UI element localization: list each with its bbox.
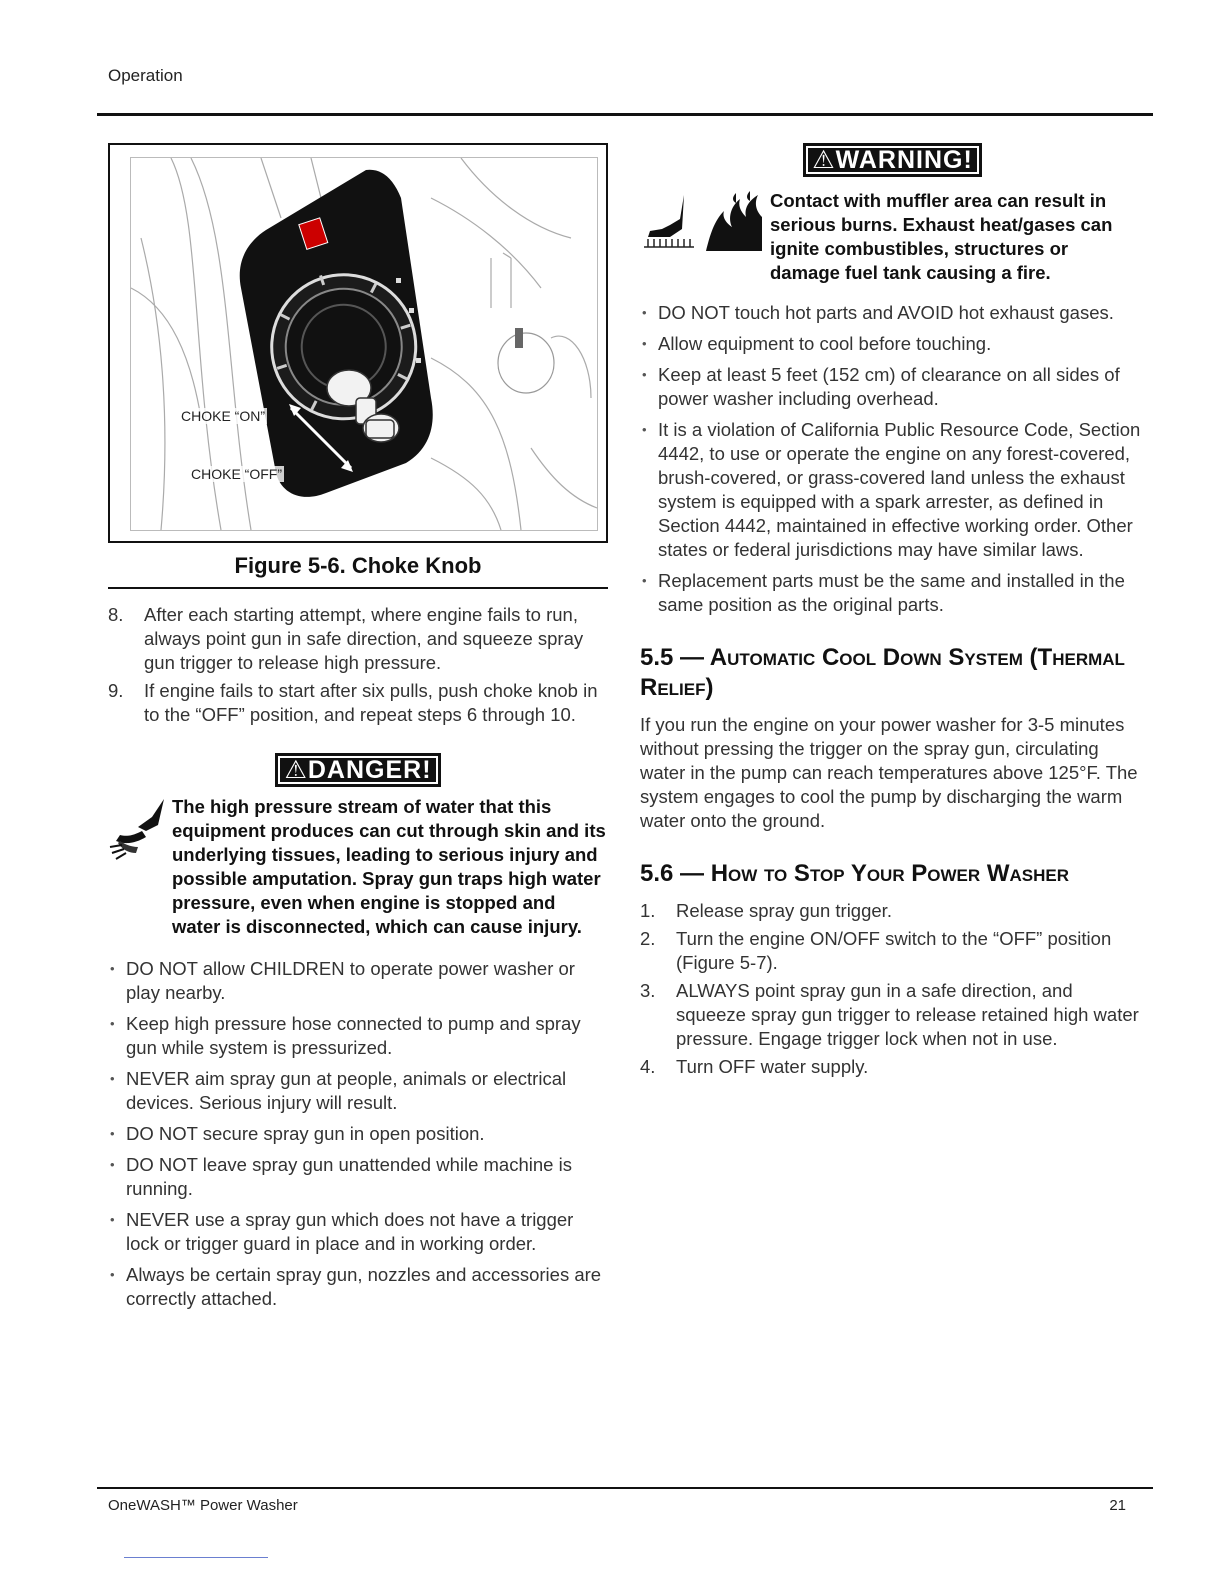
list-item: • DO NOT touch hot parts and AVOID hot exhaust gases. <box>640 301 1145 325</box>
list-item: • Allow equipment to cool before touching. <box>640 332 1145 356</box>
figure-caption: Figure 5-6. Choke Knob <box>234 553 482 578</box>
warning-bullet-list <box>640 301 1145 617</box>
warning-badge: ⚠WARNING! <box>803 143 982 177</box>
section-5-5-body: If you run the engine on your power washer for 3-5 minutes without pressing the trigger on the spray gun, circulating water in the pump can reach temperatures above 125°F. The system engages to cool the pump by discharging the warm water onto the ground. <box>640 714 1138 831</box>
list-item: 3. ALWAYS point spray gun in a safe direction, and squeeze spray gun trigger to release retained high water pressure. Engage trigger lock when not in use. <box>640 980 1139 1049</box>
warning-hazard <box>640 189 1145 285</box>
list-item: 2. Turn the engine ON/OFF switch to the “OFF” position (Figure 5-7). <box>640 928 1112 973</box>
list-item: • DO NOT allow CHILDREN to operate power washer or play nearby. <box>108 957 608 1005</box>
right-column <box>640 143 1145 1083</box>
list-item: 9. If engine fails to start after six pulls, push choke knob in to the “OFF” position, and repeat steps 6 through 10. <box>108 680 598 725</box>
page-header-title: Operation <box>108 66 183 85</box>
list-item: • Keep high pressure hose connected to pump and spray gun while system is pressurized. <box>108 1012 608 1060</box>
figure-illustration <box>130 157 598 531</box>
list-item: • Replacement parts must be the same and installed in the same position as the original parts. <box>640 569 1145 617</box>
figure-choke-knob <box>108 143 608 543</box>
choke-off-label: CHOKE “OFF” <box>191 466 282 482</box>
danger-signal-word <box>108 753 608 787</box>
list-item: • It is a violation of California Public Resource Code, Section 4442, to use or operate the engine on any forest-covered, brush-covered, or grass-covered land unless the exhaust system is equipped with a spark arrester, as defined in Section 4442, maintained in effective working order. Other states or federal jurisdictions may have similar laws. <box>640 418 1145 562</box>
list-item: 1. Release spray gun trigger. <box>640 900 892 921</box>
header-rule <box>97 113 1153 116</box>
danger-hazard <box>108 795 608 939</box>
hot-surface-fire-icon <box>640 189 770 264</box>
starting-steps-list <box>108 603 608 727</box>
caption-rule <box>108 587 608 589</box>
list-item: • NEVER use a spray gun which does not have a trigger lock or trigger guard in place and in working order. <box>108 1208 608 1256</box>
left-column <box>108 143 608 1318</box>
page-number: 21 <box>1109 1497 1126 1514</box>
danger-hazard-text: The high pressure stream of water that this equipment produces can cut through skin and its underlying tissues, leading to serious injury and possible amputation. Spray gun traps high water pressure, even when engine is stopped and water is disconnected, which can cause injury. <box>172 796 606 937</box>
high-pressure-spray-icon <box>108 795 172 870</box>
stop-steps-list <box>640 899 1145 1079</box>
list-item: • DO NOT leave spray gun unattended while machine is running. <box>108 1153 608 1201</box>
list-item: 4. Turn OFF water supply. <box>640 1056 869 1077</box>
section-5-5-heading: 5.5 — Automatic Cool Down System (Thermal Relief) <box>640 644 1125 701</box>
footer-rule <box>97 1487 1153 1489</box>
choke-on-label: CHOKE “ON” <box>181 408 265 424</box>
list-item: • NEVER aim spray gun at people, animals or electrical devices. Serious injury will result. <box>108 1067 608 1115</box>
warning-hazard-text: Contact with muffler area can result in serious burns. Exhaust heat/gases can ignite combustibles, structures or damage fuel tank causing a fire. <box>770 190 1113 283</box>
stray-mark <box>124 1557 268 1558</box>
warning-signal-word <box>640 143 1145 177</box>
list-item: • Always be certain spray gun, nozzles and accessories are correctly attached. <box>108 1263 608 1311</box>
list-item: 8. After each starting attempt, where engine fails to run, always point gun in safe direction, and squeeze spray gun trigger to release high pressure. <box>108 604 584 673</box>
danger-bullet-list <box>108 957 608 1311</box>
section-5-6-heading: 5.6 — How to Stop Your Power Washer <box>640 860 1069 887</box>
list-item: • Keep at least 5 feet (152 cm) of clearance on all sides of power washer including overhead. <box>640 363 1145 411</box>
list-item: • DO NOT secure spray gun in open position. <box>108 1122 608 1146</box>
footer-product-name: OneWASH™ Power Washer <box>108 1497 298 1514</box>
danger-badge: ⚠DANGER! <box>275 753 440 787</box>
